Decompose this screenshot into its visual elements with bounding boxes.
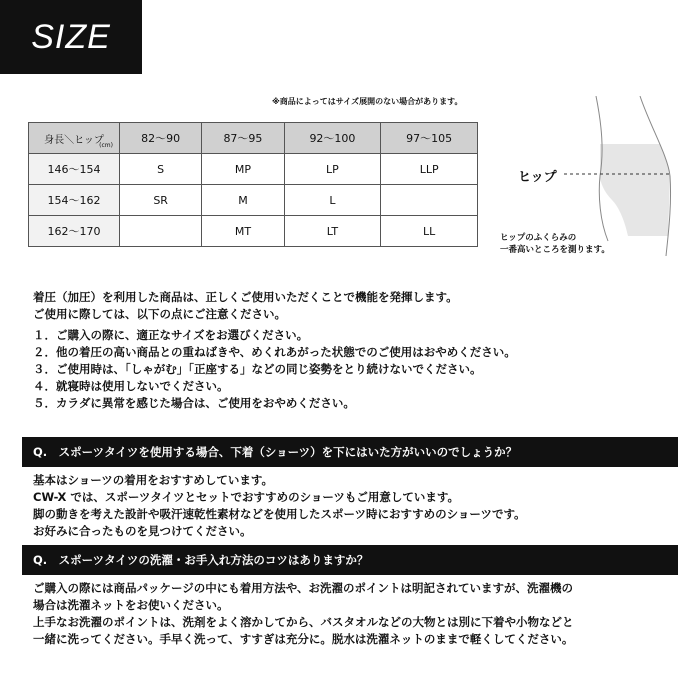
hip-measure-note xyxy=(500,232,690,256)
height-row-header: 146〜154 xyxy=(29,154,120,185)
size-table-header-row xyxy=(29,123,478,154)
size-cell: MP xyxy=(202,154,284,185)
size-banner xyxy=(0,0,142,74)
answer-line: 一緒に洗ってください。手早く洗って、すすぎは充分に。脱水は洗濯ネットのままで軽くしてください。 xyxy=(33,632,574,646)
list-item: ４．就寝時は使用しないでください。 xyxy=(33,379,229,393)
intro-line: ご使用に際しては、以下の点にご注意ください。 xyxy=(33,307,286,321)
hip-note-line: ヒップのふくらみの xyxy=(500,233,577,243)
list-item: ３．ご使用時は、「しゃがむ」「正座する」などの同じ姿勢をとり続けないでください。 xyxy=(33,362,482,376)
size-cell: M xyxy=(202,185,284,216)
list-item: ２．他の着圧の高い商品との重ねばきや、めくれあがった状態でのご使用はおやめください。 xyxy=(33,345,516,359)
hip-column-header: 92〜100 xyxy=(284,123,381,154)
size-table xyxy=(28,122,478,247)
corner-unit: (cm) xyxy=(99,142,113,149)
answer-line: 場合は洗濯ネットをお使いください。 xyxy=(33,598,229,612)
faq-question: Q. スポーツタイツの洗濯・お手入れ方法のコツはありますか？ xyxy=(33,553,369,567)
size-cell: LP xyxy=(284,154,381,185)
answer-line: ご購入の際には商品パッケージの中にも着用方法や、お洗濯のポイントは明記されていますが、洗濯機の xyxy=(33,581,574,595)
hip-column-header: 87〜95 xyxy=(202,123,284,154)
corner-label: 身長＼ヒップ xyxy=(44,134,104,146)
hip-note-line: 一番高いところを測ります。 xyxy=(500,245,610,255)
size-cell: L xyxy=(284,185,381,216)
answer-line: CW-X では、スポーツタイツとセットでおすすめのショーツもご用意しています。 xyxy=(33,490,460,504)
intro-line: 着圧（加圧）を利用した商品は、正しくご使用いただくことで機能を発揮します。 xyxy=(33,290,458,304)
usage-rules-list xyxy=(33,327,673,412)
size-cell xyxy=(381,185,478,216)
table-row xyxy=(29,154,478,185)
size-availability-note: ※商品によってはサイズ展開のない場合があります。 xyxy=(272,97,463,106)
table-row xyxy=(29,185,478,216)
answer-line: 脚の動きを考えた設計や吸汗速乾性素材などを使用したスポーツ時におすすめのショーツです。 xyxy=(33,507,526,521)
size-cell: S xyxy=(120,154,202,185)
faq-question: Q. スポーツタイツを使用する場合、下着（ショーツ）を下にはいた方がいいのでしょうか？ xyxy=(33,445,518,459)
size-table-corner xyxy=(29,123,120,154)
size-title: SIZE xyxy=(31,17,111,56)
table-row xyxy=(29,216,478,247)
faq-answer xyxy=(33,580,673,648)
faq-question-bar xyxy=(22,437,678,467)
faq-question-bar xyxy=(22,545,678,575)
size-cell: SR xyxy=(120,185,202,216)
hip-label: ヒップ xyxy=(518,170,557,185)
answer-line: お好みに合ったものを見つけてください。 xyxy=(33,524,252,538)
faq-answer xyxy=(33,472,673,540)
size-cell: MT xyxy=(202,216,284,247)
list-item: １．ご購入の際に、適正なサイズをお選びください。 xyxy=(33,328,309,342)
hip-column-header: 97〜105 xyxy=(381,123,478,154)
size-cell: LL xyxy=(381,216,478,247)
height-row-header: 162〜170 xyxy=(29,216,120,247)
answer-line: 上手なお洗濯のポイントは、洗剤をよく溶かしてから、バスタオルなどの大物とは別に下着や小物などと xyxy=(33,615,574,629)
answer-line: 基本はショーツの着用をおすすめしています。 xyxy=(33,473,274,487)
size-cell: LT xyxy=(284,216,381,247)
height-row-header: 154〜162 xyxy=(29,185,120,216)
list-item: ５．カラダに異常を感じた場合は、ご使用をおやめください。 xyxy=(33,396,355,410)
size-cell: LLP xyxy=(381,154,478,185)
size-cell xyxy=(120,216,202,247)
hip-column-header: 82〜90 xyxy=(120,123,202,154)
compression-intro xyxy=(33,289,673,323)
